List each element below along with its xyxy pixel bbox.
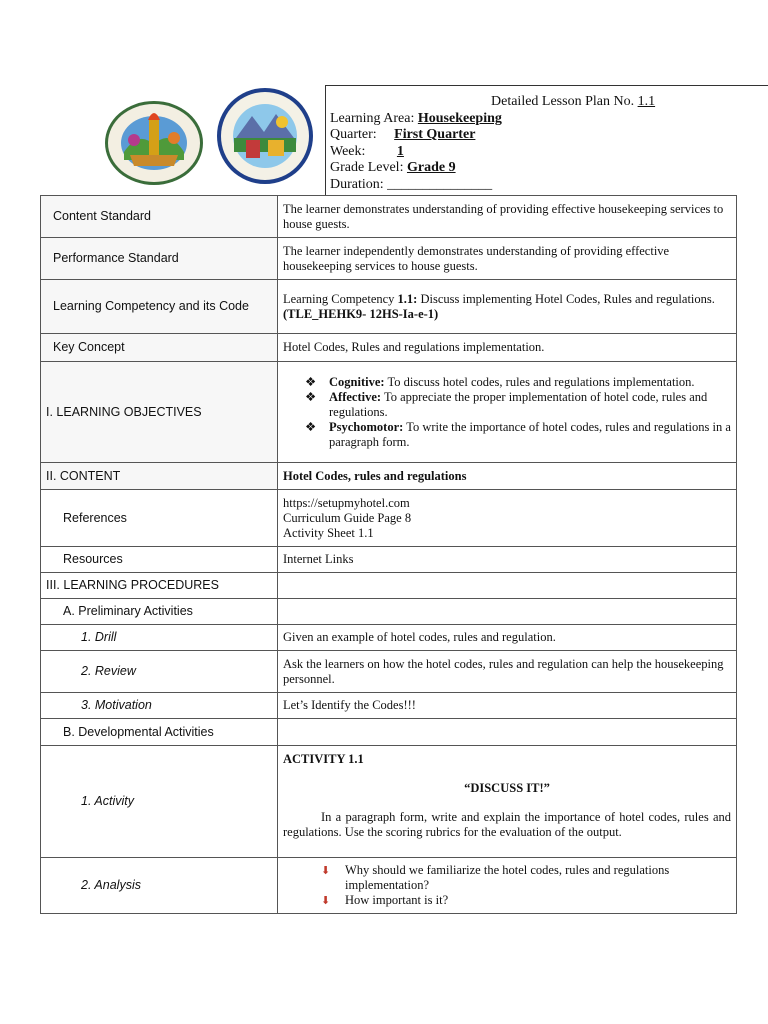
- duration-label: Duration:: [330, 177, 384, 192]
- analysis-question-text: Why should we familiarize the hotel codes, rules and regulations implementation?: [345, 863, 670, 892]
- objective-text: To discuss hotel codes, rules and regulations implementation.: [384, 374, 695, 389]
- table-row: [41, 334, 737, 362]
- analysis-question: [321, 863, 731, 893]
- objective-head: Psychomotor:: [329, 419, 404, 434]
- references-value: [278, 490, 737, 547]
- table-row: [41, 196, 737, 238]
- learning-procedures-value: [278, 573, 737, 599]
- table-row: [41, 463, 737, 490]
- activity-title: ACTIVITY 1.1: [283, 752, 364, 766]
- resources-value: Internet Links: [278, 547, 737, 573]
- table-row: [41, 858, 737, 914]
- arrow-bullet-icon: ⬇: [321, 865, 331, 877]
- learning-area-row: [330, 111, 502, 128]
- learning-area-value: Housekeeping: [417, 111, 502, 126]
- quarter-row: [330, 127, 475, 144]
- table-row: [41, 547, 737, 573]
- quarter-label: Quarter:: [330, 127, 377, 142]
- table-row: [41, 625, 737, 651]
- motivation-value: Let’s Identify the Codes!!!: [278, 693, 737, 719]
- duration-row: [330, 177, 492, 194]
- key-concept-value: Hotel Codes, Rules and regulations implementation.: [278, 334, 737, 362]
- references-label: References: [41, 490, 278, 547]
- diamond-bullet-icon: ❖: [305, 389, 317, 404]
- diamond-bullet-icon: ❖: [305, 419, 317, 434]
- review-value: Ask the learners on how the hotel codes, rules and regulation can help the housekeeping personnel.: [278, 651, 737, 693]
- performance-standard-label: Performance Standard: [41, 238, 278, 280]
- motivation-label: 3. Motivation: [41, 693, 278, 719]
- developmental-activities-label: B. Developmental Activities: [41, 719, 278, 746]
- objective-affective: [305, 390, 731, 420]
- lesson-plan-number: 1.1: [637, 94, 656, 109]
- analysis-question-text: How important is it?: [345, 893, 449, 907]
- lesson-plan-title: [491, 94, 655, 111]
- reference-link[interactable]: https://setupmyhotel.com: [283, 495, 410, 510]
- table-row: [41, 490, 737, 547]
- grade-value: Grade 9: [406, 160, 456, 175]
- competency-label: Learning Competency and its Code: [41, 280, 278, 334]
- content-standard-value: The learner demonstrates understanding of providing effective housekeeping services to house guests.: [278, 196, 737, 238]
- resources-label: Resources: [41, 547, 278, 573]
- quarter-value: First Quarter: [394, 127, 476, 142]
- review-label: 2. Review: [41, 651, 278, 693]
- week-value: 1: [396, 144, 404, 159]
- lesson-plan-header: [325, 85, 768, 196]
- objective-cognitive: [305, 375, 731, 390]
- content-section-label: II. CONTENT: [41, 463, 278, 490]
- lesson-plan-table: [40, 195, 737, 914]
- content-section-value: Hotel Codes, rules and regulations: [278, 463, 737, 490]
- table-row: [41, 573, 737, 599]
- week-label: Week:: [330, 144, 366, 159]
- developmental-activities-value: [278, 719, 737, 746]
- objective-psychomotor: [305, 420, 731, 450]
- table-row: [41, 362, 737, 463]
- activity-subtitle: “DISCUSS IT!”: [464, 781, 550, 795]
- week-row: [330, 144, 404, 161]
- learning-procedures-label: III. LEARNING PROCEDURES: [41, 573, 278, 599]
- preliminary-activities-value: [278, 599, 737, 625]
- performance-standard-value: The learner independently demonstrates understanding of providing effective housekeeping services to house guests.: [278, 238, 737, 280]
- drill-label: 1. Drill: [41, 625, 278, 651]
- analysis-question: [321, 893, 731, 908]
- objective-head: Affective:: [329, 389, 382, 404]
- competency-text: Discuss implementing Hotel Codes, Rules and regulations.: [417, 291, 715, 306]
- learning-objectives-value: [278, 362, 737, 463]
- davao-division-seal: [216, 86, 314, 186]
- competency-prefix: Learning Competency: [283, 291, 398, 306]
- competency-number: 1.1:: [397, 291, 418, 306]
- objective-head: Cognitive:: [329, 374, 385, 389]
- grade-row: [330, 160, 456, 177]
- activity-instructions: In a paragraph form, write and explain the importance of hotel codes, rules and regulations. Use the scoring rubrics for the evaluation of the output.: [283, 810, 731, 839]
- table-row: [41, 719, 737, 746]
- table-row: [41, 599, 737, 625]
- reference-item: Activity Sheet 1.1: [283, 525, 374, 540]
- analysis-label: 2. Analysis: [41, 858, 278, 914]
- analysis-value: [278, 858, 737, 914]
- learning-objectives-label: I. LEARNING OBJECTIVES: [41, 362, 278, 463]
- table-row: [41, 238, 737, 280]
- table-row: [41, 280, 737, 334]
- grade-label: Grade Level:: [330, 160, 404, 175]
- competency-value: [278, 280, 737, 334]
- learning-area-label: Learning Area:: [330, 111, 415, 126]
- reference-item: Curriculum Guide Page 8: [283, 510, 412, 525]
- arrow-bullet-icon: ⬇: [321, 895, 331, 907]
- key-concept-label: Key Concept: [41, 334, 278, 362]
- competency-code: (TLE_HEHK9- 12HS-Ia-e-1): [283, 306, 439, 321]
- deped-seal: [104, 100, 204, 186]
- duration-value: _______________: [387, 177, 493, 192]
- objective-text: To appreciate the proper implementation of hotel code, rules and regulations.: [329, 389, 708, 419]
- table-row: [41, 693, 737, 719]
- preliminary-activities-label: A. Preliminary Activities: [41, 599, 278, 625]
- drill-value: Given an example of hotel codes, rules and regulation.: [278, 625, 737, 651]
- table-row: [41, 746, 737, 858]
- diamond-bullet-icon: ❖: [305, 374, 317, 389]
- objective-text: To write the importance of hotel codes, rules and regulations in a paragraph form.: [329, 419, 731, 449]
- activity-label: 1. Activity: [41, 746, 278, 858]
- table-row: [41, 651, 737, 693]
- title-prefix: Detailed Lesson Plan No.: [491, 94, 635, 109]
- content-standard-label: Content Standard: [41, 196, 278, 238]
- activity-value: [278, 746, 737, 858]
